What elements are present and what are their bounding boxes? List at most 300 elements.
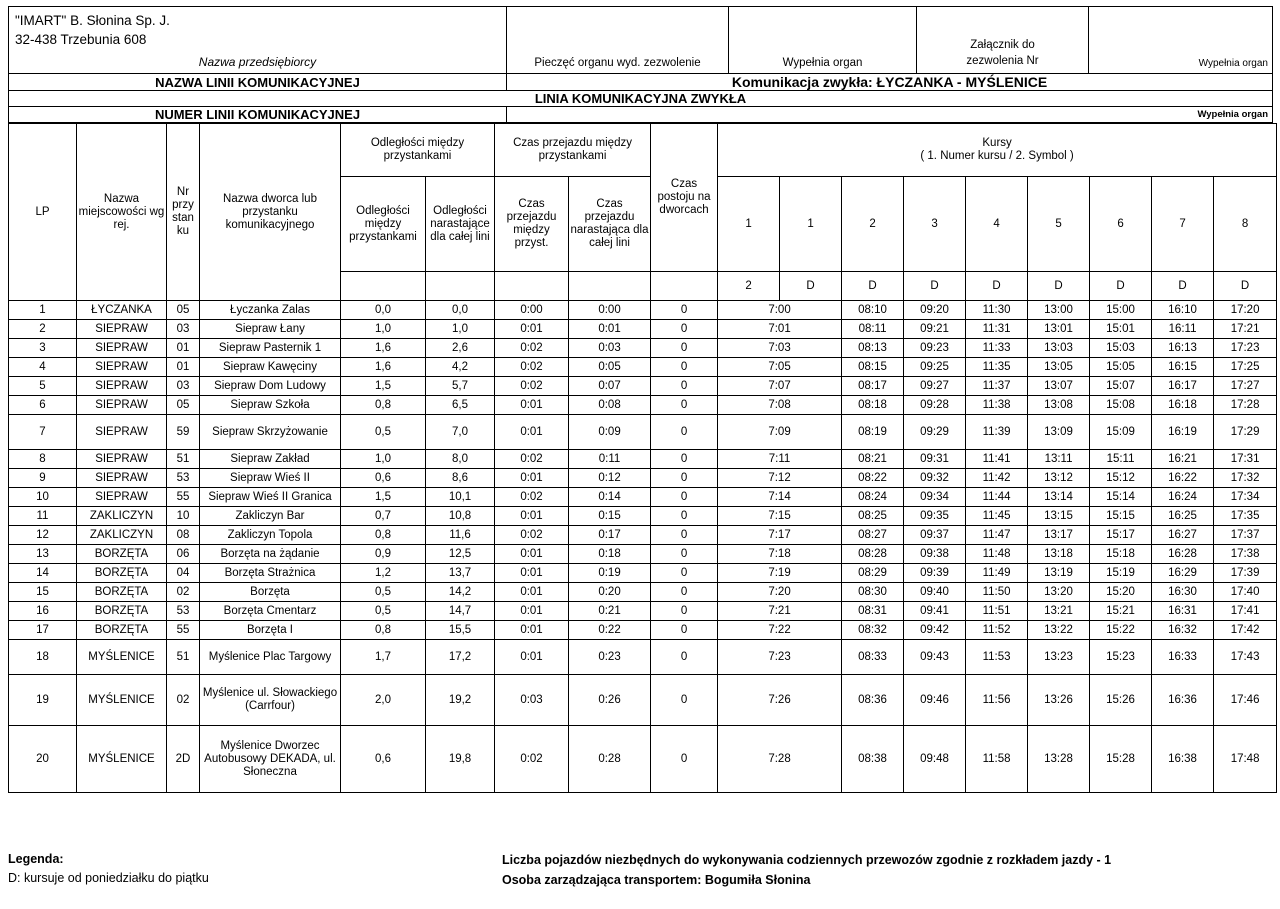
cell-departure-3: 11:47	[966, 526, 1028, 545]
group-courses-line1: Kursy	[982, 137, 1012, 149]
cell-time-cumulative: 0:00	[569, 301, 651, 320]
cell-time-between: 0:03	[495, 675, 569, 726]
cell-departure-4: 13:19	[1028, 564, 1090, 583]
cell-departure-0: 7:18	[718, 545, 842, 564]
cell-departure-6: 16:11	[1152, 320, 1214, 339]
cell-time-cumulative: 0:05	[569, 358, 651, 377]
cell-departure-2: 09:38	[904, 545, 966, 564]
cell-departure-3: 11:45	[966, 507, 1028, 526]
cell-station-name: Zakliczyn Topola	[200, 526, 341, 545]
cell-departure-3: 11:39	[966, 415, 1028, 450]
header-row-line-number	[9, 107, 1273, 123]
cell-dist-between: 0,8	[341, 621, 426, 640]
course-symbol-2: D	[842, 272, 904, 301]
organ-cell-1	[729, 7, 917, 74]
table-row	[9, 675, 1277, 726]
cell-dist-between: 1,0	[341, 450, 426, 469]
cell-dist-between: 1,2	[341, 564, 426, 583]
cell-stop-time: 0	[651, 358, 718, 377]
col-station-name: Nazwa dworca lub przystanku komunikacyjnego	[200, 124, 341, 301]
cell-departure-5: 15:07	[1090, 377, 1152, 396]
cell-stop-no: 2D	[167, 726, 200, 793]
cell-departure-4: 13:11	[1028, 450, 1090, 469]
cell-time-cumulative: 0:11	[569, 450, 651, 469]
cell-station-name: Myślenice ul. Słowackiego (Carrfour)	[200, 675, 341, 726]
cell-stop-time: 0	[651, 488, 718, 507]
cell-station-name: Siepraw Zakład	[200, 450, 341, 469]
cell-station-name: Zakliczyn Bar	[200, 507, 341, 526]
table-row	[9, 396, 1277, 415]
cell-departure-7: 17:20	[1214, 301, 1277, 320]
cell-lp: 16	[9, 602, 77, 621]
cell-departure-7: 17:23	[1214, 339, 1277, 358]
cell-departure-7: 17:34	[1214, 488, 1277, 507]
cell-departure-3: 11:58	[966, 726, 1028, 793]
col-time-cumulative: Czas przejazdu narastająca dla całej lini	[569, 177, 651, 272]
cell-departure-7: 17:42	[1214, 621, 1277, 640]
organ-caption-row: Wypełnia organ	[507, 107, 1273, 123]
cell-departure-5: 15:28	[1090, 726, 1152, 793]
cell-departure-3: 11:37	[966, 377, 1028, 396]
cell-dist-between: 1,5	[341, 488, 426, 507]
cell-locality: SIEPRAW	[77, 339, 167, 358]
cell-departure-1: 08:24	[842, 488, 904, 507]
cell-departure-7: 17:29	[1214, 415, 1277, 450]
cell-station-name: Siepraw Łany	[200, 320, 341, 339]
cell-dist-cumulative: 19,8	[426, 726, 495, 793]
course-number-6: 6	[1090, 177, 1152, 272]
cell-time-cumulative: 0:19	[569, 564, 651, 583]
cell-lp: 8	[9, 450, 77, 469]
cell-stop-time: 0	[651, 377, 718, 396]
cell-departure-7: 17:43	[1214, 640, 1277, 675]
col-locality: Nazwa miejscowości wg rej.	[77, 124, 167, 301]
cell-departure-7: 17:31	[1214, 450, 1277, 469]
cell-stop-no: 01	[167, 339, 200, 358]
cell-departure-5: 15:14	[1090, 488, 1152, 507]
cell-stop-time: 0	[651, 583, 718, 602]
cell-departure-2: 09:20	[904, 301, 966, 320]
cell-time-between: 0:01	[495, 640, 569, 675]
cell-lp: 1	[9, 301, 77, 320]
cell-departure-7: 17:25	[1214, 358, 1277, 377]
cell-departure-3: 11:33	[966, 339, 1028, 358]
cell-lp: 14	[9, 564, 77, 583]
cell-dist-between: 2,0	[341, 675, 426, 726]
course-symbol-5: D	[1028, 272, 1090, 301]
cell-locality: SIEPRAW	[77, 469, 167, 488]
cell-stop-time: 0	[651, 469, 718, 488]
cell-locality: BORZĘTA	[77, 564, 167, 583]
course-number-5: 5	[1028, 177, 1090, 272]
cell-dist-between: 1,5	[341, 377, 426, 396]
cell-time-between: 0:01	[495, 545, 569, 564]
cell-station-name: Myślenice Plac Targowy	[200, 640, 341, 675]
attachment-line1: Załącznik do	[970, 39, 1035, 51]
cell-departure-4: 13:01	[1028, 320, 1090, 339]
cell-departure-6: 16:31	[1152, 602, 1214, 621]
organ-cell-2	[1089, 7, 1273, 74]
cell-departure-5: 15:22	[1090, 621, 1152, 640]
cell-departure-5: 15:23	[1090, 640, 1152, 675]
cell-departure-6: 16:33	[1152, 640, 1214, 675]
cell-departure-0: 7:12	[718, 469, 842, 488]
organ-caption-1: Wypełnia organ	[782, 57, 863, 69]
col-time-between: Czas przejazdu między przyst.	[495, 177, 569, 272]
cell-time-between: 0:01	[495, 469, 569, 488]
cell-departure-3: 11:49	[966, 564, 1028, 583]
cell-departure-6: 16:17	[1152, 377, 1214, 396]
cell-departure-6: 16:28	[1152, 545, 1214, 564]
company-name-line1: "IMART" B. Słonina Sp. J.	[15, 13, 170, 28]
cell-time-between: 0:02	[495, 726, 569, 793]
cell-departure-5: 15:03	[1090, 339, 1152, 358]
cell-station-name: Borzęta Strażnica	[200, 564, 341, 583]
cell-dist-cumulative: 6,5	[426, 396, 495, 415]
cell-departure-5: 15:20	[1090, 583, 1152, 602]
cell-departure-6: 16:24	[1152, 488, 1214, 507]
cell-departure-3: 11:52	[966, 621, 1028, 640]
cell-stop-time: 0	[651, 507, 718, 526]
cell-departure-0: 7:22	[718, 621, 842, 640]
cell-lp: 10	[9, 488, 77, 507]
cell-departure-3: 11:42	[966, 469, 1028, 488]
cell-time-between: 0:00	[495, 301, 569, 320]
cell-departure-6: 16:19	[1152, 415, 1214, 450]
cell-departure-2: 09:40	[904, 583, 966, 602]
cell-departure-2: 09:48	[904, 726, 966, 793]
cell-departure-7: 17:21	[1214, 320, 1277, 339]
cell-departure-2: 09:28	[904, 396, 966, 415]
cell-stop-no: 02	[167, 583, 200, 602]
cell-departure-6: 16:29	[1152, 564, 1214, 583]
cell-departure-7: 17:32	[1214, 469, 1277, 488]
cell-time-between: 0:02	[495, 526, 569, 545]
cell-departure-4: 13:08	[1028, 396, 1090, 415]
line-name-label: NAZWA LINII KOMUNIKACYJNEJ	[9, 74, 507, 91]
cell-departure-0: 7:11	[718, 450, 842, 469]
cell-stop-time: 0	[651, 339, 718, 358]
cell-time-cumulative: 0:14	[569, 488, 651, 507]
cell-departure-4: 13:14	[1028, 488, 1090, 507]
cell-station-name: Borzęta na żądanie	[200, 545, 341, 564]
cell-time-cumulative: 0:15	[569, 507, 651, 526]
line-name-value: Komunikacja zwykła: ŁYCZANKA - MYŚLENICE	[507, 74, 1273, 91]
cell-locality: BORZĘTA	[77, 545, 167, 564]
cell-time-between: 0:02	[495, 377, 569, 396]
cell-time-cumulative: 0:03	[569, 339, 651, 358]
cell-station-name: Siepraw Szkoła	[200, 396, 341, 415]
legend-block	[8, 850, 209, 888]
cell-dist-cumulative: 8,0	[426, 450, 495, 469]
cell-locality: SIEPRAW	[77, 450, 167, 469]
cell-stop-time: 0	[651, 675, 718, 726]
cell-stop-no: 06	[167, 545, 200, 564]
cell-departure-5: 15:26	[1090, 675, 1152, 726]
cell-lp: 18	[9, 640, 77, 675]
cell-departure-4: 13:17	[1028, 526, 1090, 545]
cell-departure-0: 7:00	[718, 301, 842, 320]
cell-station-name: Siepraw Wieś II Granica	[200, 488, 341, 507]
table-row	[9, 415, 1277, 450]
cell-departure-5: 15:19	[1090, 564, 1152, 583]
cell-stop-no: 59	[167, 415, 200, 450]
cell-departure-1: 08:31	[842, 602, 904, 621]
cell-departure-0: 7:28	[718, 726, 842, 793]
cell-stop-time: 0	[651, 602, 718, 621]
vehicles-note: Liczba pojazdów niezbędnych do wykonywania codziennych przewozów zgodnie z rozkładem jazdy - 1	[502, 853, 1112, 867]
cell-departure-3: 11:35	[966, 358, 1028, 377]
course-symbol-4: D	[966, 272, 1028, 301]
cell-departure-4: 13:20	[1028, 583, 1090, 602]
legend-title: Legenda:	[8, 852, 64, 866]
cell-stop-time: 0	[651, 301, 718, 320]
group-distance: Odległości między przystankami	[341, 124, 495, 177]
cell-departure-5: 15:21	[1090, 602, 1152, 621]
cell-departure-2: 09:21	[904, 320, 966, 339]
group-courses-line2: ( 1. Numer kursu / 2. Symbol )	[920, 150, 1074, 162]
col-dist-cumulative: Odległości narastające dla całej lini	[426, 177, 495, 272]
cell-dist-between: 0,5	[341, 602, 426, 621]
table-row	[9, 358, 1277, 377]
cell-locality: ZAKLICZYN	[77, 526, 167, 545]
cell-departure-0: 7:07	[718, 377, 842, 396]
symbol-spacer-time-between	[495, 272, 569, 301]
cell-departure-5: 15:11	[1090, 450, 1152, 469]
cell-dist-cumulative: 12,5	[426, 545, 495, 564]
cell-departure-2: 09:41	[904, 602, 966, 621]
cell-dist-cumulative: 1,0	[426, 320, 495, 339]
cell-stop-no: 02	[167, 675, 200, 726]
cell-departure-4: 13:18	[1028, 545, 1090, 564]
cell-stop-time: 0	[651, 545, 718, 564]
course-number-3: 3	[904, 177, 966, 272]
course-symbol-0: 2	[718, 272, 780, 301]
cell-departure-7: 17:37	[1214, 526, 1277, 545]
organ-caption-2: Wypełnia organ	[1198, 58, 1268, 69]
line-number-label: NUMER LINII KOMUNIKACYJNEJ	[9, 107, 507, 123]
cell-locality: SIEPRAW	[77, 358, 167, 377]
cell-departure-6: 16:13	[1152, 339, 1214, 358]
symbol-spacer-dist-cum	[426, 272, 495, 301]
cell-time-cumulative: 0:28	[569, 726, 651, 793]
company-cell	[9, 7, 507, 74]
table-row	[9, 583, 1277, 602]
course-number-4: 4	[966, 177, 1028, 272]
cell-locality: SIEPRAW	[77, 415, 167, 450]
cell-stop-time: 0	[651, 621, 718, 640]
cell-time-cumulative: 0:01	[569, 320, 651, 339]
cell-departure-0: 7:01	[718, 320, 842, 339]
table-row	[9, 301, 1277, 320]
table-row	[9, 339, 1277, 358]
cell-departure-0: 7:26	[718, 675, 842, 726]
cell-departure-4: 13:09	[1028, 415, 1090, 450]
cell-station-name: Łyczanka Zalas	[200, 301, 341, 320]
cell-dist-cumulative: 7,0	[426, 415, 495, 450]
cell-locality: ŁYCZANKA	[77, 301, 167, 320]
cell-departure-3: 11:30	[966, 301, 1028, 320]
cell-departure-4: 13:07	[1028, 377, 1090, 396]
timetable-table	[8, 123, 1277, 793]
cell-dist-cumulative: 2,6	[426, 339, 495, 358]
cell-time-cumulative: 0:22	[569, 621, 651, 640]
cell-dist-cumulative: 5,7	[426, 377, 495, 396]
course-symbol-1: D	[780, 272, 842, 301]
cell-departure-3: 11:51	[966, 602, 1028, 621]
cell-lp: 2	[9, 320, 77, 339]
table-row	[9, 450, 1277, 469]
cell-stop-time: 0	[651, 396, 718, 415]
col-stop-time: Czas postoju na dworcach	[651, 124, 718, 272]
timetable-body	[9, 301, 1277, 793]
symbol-spacer-time-cum	[569, 272, 651, 301]
cell-departure-0: 7:21	[718, 602, 842, 621]
cell-departure-4: 13:15	[1028, 507, 1090, 526]
cell-dist-cumulative: 13,7	[426, 564, 495, 583]
cell-locality: BORZĘTA	[77, 621, 167, 640]
cell-stop-time: 0	[651, 320, 718, 339]
cell-lp: 4	[9, 358, 77, 377]
header-row-line-type	[9, 91, 1273, 107]
cell-dist-cumulative: 14,7	[426, 602, 495, 621]
cell-departure-5: 15:09	[1090, 415, 1152, 450]
cell-time-between: 0:02	[495, 488, 569, 507]
cell-lp: 9	[9, 469, 77, 488]
cell-dist-cumulative: 15,5	[426, 621, 495, 640]
cell-station-name: Siepraw Kawęciny	[200, 358, 341, 377]
cell-departure-2: 09:27	[904, 377, 966, 396]
cell-stop-no: 05	[167, 396, 200, 415]
cell-lp: 17	[9, 621, 77, 640]
cell-departure-6: 16:22	[1152, 469, 1214, 488]
cell-departure-6: 16:15	[1152, 358, 1214, 377]
cell-departure-5: 15:01	[1090, 320, 1152, 339]
cell-departure-1: 08:29	[842, 564, 904, 583]
cell-departure-4: 13:23	[1028, 640, 1090, 675]
cell-time-between: 0:01	[495, 320, 569, 339]
cell-dist-cumulative: 8,6	[426, 469, 495, 488]
cell-stop-no: 04	[167, 564, 200, 583]
cell-stop-no: 53	[167, 602, 200, 621]
table-row	[9, 602, 1277, 621]
cell-time-cumulative: 0:17	[569, 526, 651, 545]
cell-departure-7: 17:39	[1214, 564, 1277, 583]
cell-lp: 7	[9, 415, 77, 450]
cell-dist-between: 0,0	[341, 301, 426, 320]
cell-departure-1: 08:17	[842, 377, 904, 396]
course-symbol-6: D	[1090, 272, 1152, 301]
cell-departure-1: 08:25	[842, 507, 904, 526]
cell-departure-3: 11:56	[966, 675, 1028, 726]
line-type-value: LINIA KOMUNIKACYJNA ZWYKŁA	[9, 91, 1273, 107]
cell-departure-3: 11:31	[966, 320, 1028, 339]
symbol-spacer-stop-time	[651, 272, 718, 301]
cell-lp: 6	[9, 396, 77, 415]
cell-time-between: 0:01	[495, 602, 569, 621]
cell-departure-3: 11:41	[966, 450, 1028, 469]
cell-departure-0: 7:05	[718, 358, 842, 377]
cell-dist-between: 0,7	[341, 507, 426, 526]
cell-station-name: Siepraw Skrzyżowanie	[200, 415, 341, 450]
cell-departure-0: 7:19	[718, 564, 842, 583]
cell-departure-0: 7:08	[718, 396, 842, 415]
cell-departure-2: 09:29	[904, 415, 966, 450]
table-row	[9, 545, 1277, 564]
cell-departure-1: 08:33	[842, 640, 904, 675]
cell-departure-2: 09:46	[904, 675, 966, 726]
cell-departure-0: 7:20	[718, 583, 842, 602]
cell-time-cumulative: 0:08	[569, 396, 651, 415]
cell-departure-6: 16:21	[1152, 450, 1214, 469]
cell-departure-0: 7:17	[718, 526, 842, 545]
stamp-caption: Pieczęć organu wyd. zezwolenie	[534, 57, 701, 69]
cell-stop-no: 03	[167, 320, 200, 339]
company-name-line2: 32-438 Trzebunia 608	[15, 32, 147, 47]
cell-stop-time: 0	[651, 526, 718, 545]
cell-lp: 15	[9, 583, 77, 602]
cell-departure-2: 09:35	[904, 507, 966, 526]
cell-time-between: 0:02	[495, 450, 569, 469]
cell-dist-between: 0,5	[341, 415, 426, 450]
cell-stop-no: 51	[167, 640, 200, 675]
cell-departure-5: 15:15	[1090, 507, 1152, 526]
cell-lp: 20	[9, 726, 77, 793]
cell-departure-6: 16:38	[1152, 726, 1214, 793]
cell-departure-4: 13:26	[1028, 675, 1090, 726]
cell-departure-1: 08:22	[842, 469, 904, 488]
legend-line: D: kursuje od poniedziałku do piątku	[8, 871, 209, 885]
cell-lp: 19	[9, 675, 77, 726]
cell-stop-no: 53	[167, 469, 200, 488]
cell-departure-6: 16:18	[1152, 396, 1214, 415]
cell-stop-no: 55	[167, 488, 200, 507]
cell-departure-7: 17:40	[1214, 583, 1277, 602]
symbol-spacer-dist-between	[341, 272, 426, 301]
cell-departure-2: 09:37	[904, 526, 966, 545]
cell-departure-1: 08:15	[842, 358, 904, 377]
cell-departure-0: 7:14	[718, 488, 842, 507]
cell-departure-0: 7:03	[718, 339, 842, 358]
cell-time-cumulative: 0:09	[569, 415, 651, 450]
cell-departure-3: 11:38	[966, 396, 1028, 415]
cell-departure-7: 17:41	[1214, 602, 1277, 621]
course-symbol-3: D	[904, 272, 966, 301]
cell-dist-cumulative: 10,1	[426, 488, 495, 507]
course-number-2: 2	[842, 177, 904, 272]
cell-departure-1: 08:27	[842, 526, 904, 545]
cell-departure-0: 7:09	[718, 415, 842, 450]
cell-time-between: 0:01	[495, 583, 569, 602]
course-number-7: 7	[1152, 177, 1214, 272]
cell-departure-4: 13:00	[1028, 301, 1090, 320]
manager-note: Osoba zarządzająca transportem: Bogumiła Słonina	[502, 873, 811, 887]
cell-time-cumulative: 0:12	[569, 469, 651, 488]
stamp-cell	[507, 7, 729, 74]
cell-dist-between: 0,5	[341, 583, 426, 602]
cell-time-between: 0:01	[495, 621, 569, 640]
cell-dist-cumulative: 19,2	[426, 675, 495, 726]
cell-departure-7: 17:27	[1214, 377, 1277, 396]
company-caption: Nazwa przedsiębiorcy	[198, 55, 317, 69]
cell-lp: 13	[9, 545, 77, 564]
cell-departure-4: 13:03	[1028, 339, 1090, 358]
footer-notes	[502, 850, 1111, 890]
cell-dist-cumulative: 0,0	[426, 301, 495, 320]
cell-dist-between: 0,6	[341, 726, 426, 793]
cell-station-name: Siepraw Pasternik 1	[200, 339, 341, 358]
cell-departure-2: 09:39	[904, 564, 966, 583]
